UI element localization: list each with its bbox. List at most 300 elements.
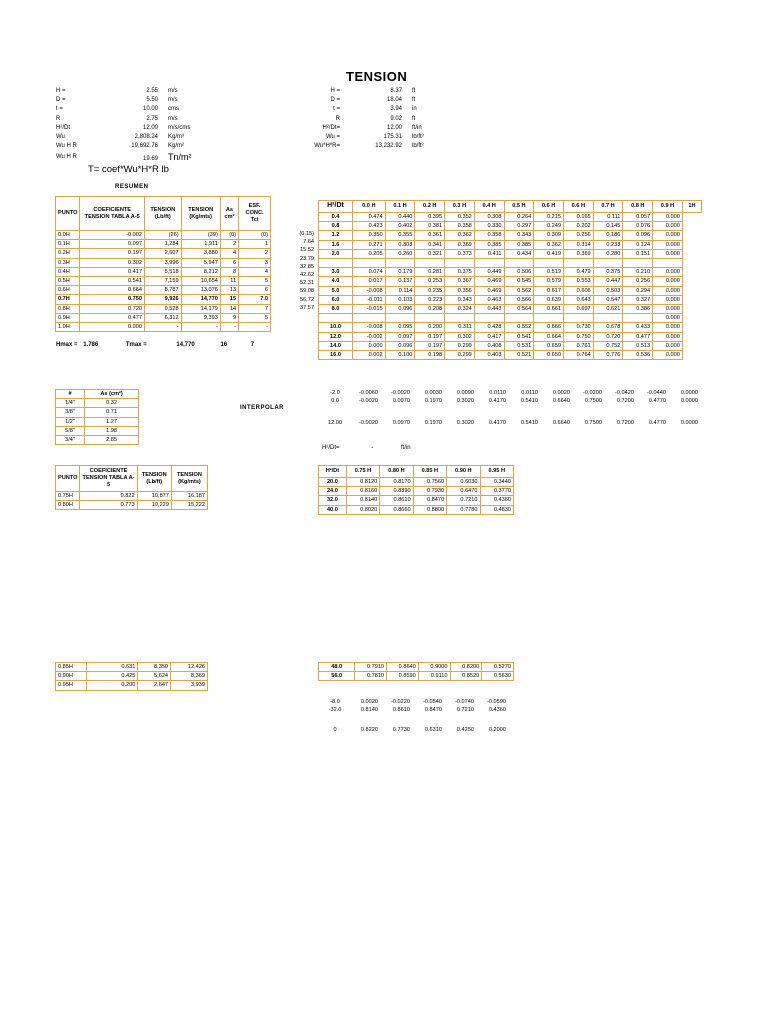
table-cell: 0.362 [445,231,475,240]
table-cell: 1.6 [319,240,353,249]
table-cell [445,314,475,323]
table-cell: 0.7200 [616,398,634,405]
table-cell: 0.553 [563,277,593,286]
table-cell: 0.9H [56,313,80,322]
table-row [56,240,271,249]
table-cell: 0.3H [56,258,80,267]
table-cell: - [181,323,220,332]
table-cell: 0.434 [504,249,534,258]
table-cell: 0.095 [385,323,415,332]
param-label: t = [333,106,340,113]
table-row [56,295,271,304]
param-label: H = [56,88,66,94]
param-unit: Kg/m² [168,143,185,150]
table-cell: 0.000 [653,305,683,314]
table-cell: 0.4360 [480,496,513,505]
table-cell [352,314,385,323]
table-cell: 0.4 [319,213,353,222]
table-cell: 0.375 [445,268,475,277]
table-cell: 0.314 [563,240,593,249]
table-cell: -0.0060 [359,390,378,396]
table-cell: 4 [239,267,271,276]
table-row [288,296,316,304]
table-cell: 0.000 [653,314,683,323]
table-cell: 3,996 [144,258,181,267]
table-row [56,426,139,435]
table-cell: 14.0 [319,341,353,350]
table-cell: 0.479 [563,268,593,277]
table-cell: 0.5410 [520,420,538,427]
table-cell [322,714,348,726]
table-cell [593,259,623,268]
page-title: TENSION [346,69,408,84]
table-cell: 0.4250 [456,727,474,734]
hdt-value: - [371,445,374,451]
table-row [56,681,208,690]
table-cell: 9,393 [181,313,220,322]
table-cell: 0.440 [385,213,415,222]
resumen-table [55,196,271,332]
table-cell: 0.764 [563,351,593,360]
table-row [56,231,271,240]
table-cell: 20.0 [319,478,347,487]
table-cell: 0.661 [534,305,564,314]
table-cell: 0.343 [445,295,475,304]
table-cell: 40.0 [319,505,347,514]
table-cell: 0.321 [415,249,445,258]
table-cell: 0.621 [593,305,623,314]
table-row [56,399,139,408]
table-cell: 6.0 [319,295,353,304]
interp-table [322,389,700,427]
table-cell: 0.449 [474,268,504,277]
table-cell: 11 [220,277,238,286]
table-cell: 0.311 [445,323,475,332]
table-cell: 0.124 [623,240,653,249]
table-cell: 0.249 [534,222,564,231]
table-cell: 0.145 [593,222,623,231]
param-unit: lb/ft³ [412,134,424,141]
table-cell: 0.000 [653,286,683,295]
table-cell: 0.606 [563,286,593,295]
table-row [319,496,514,505]
table-cell: 5,947 [181,258,220,267]
table-cell: 0.200 [415,323,445,332]
table-cell: 0.373 [445,249,475,258]
table-cell: 0.95H [56,681,87,690]
table-row [322,405,700,427]
table-cell: -0.008 [352,286,385,295]
table-cell: (26) [144,231,181,240]
table-cell [623,314,653,323]
table-cell: -0.015 [352,305,385,314]
param-unit: ft [412,115,416,122]
table-cell: 2.85 [85,436,139,445]
table-cell: 0.000 [653,332,683,341]
hdt-unit: ft/in [400,445,411,451]
param-row [300,96,424,105]
param-unit: ft [412,97,416,104]
table-cell: 0.6H [56,286,80,295]
table-cell: 3/4" [56,436,85,445]
table-row [56,492,208,501]
table-cell: 0.0H [56,231,80,240]
table-cell: 0.341 [415,240,445,249]
table-cell: 0.8610 [392,707,410,714]
table-cell: 13,076 [181,286,220,295]
table-row [319,249,702,258]
table-row [288,279,316,287]
interp2-table [322,698,508,735]
table-cell [415,314,445,323]
table-row [56,313,271,322]
param-value: 2.75 [146,115,158,122]
table-cell: 0.9000 [418,663,450,672]
table-cell [412,714,444,726]
table-cell: 0.0000 [680,398,698,405]
table-cell: 0.2H [56,249,80,258]
table-cell: 6 [239,286,271,295]
table-cell: 0.579 [534,277,564,286]
table-cell: 0.198 [415,351,445,360]
table-cell: 0.4360 [488,707,506,714]
table-cell: 0.5410 [520,398,538,405]
table-cell: 0.0000 [680,420,698,427]
column-header: 0.6 H [563,201,593,213]
side-value: 52.31 [300,280,314,287]
param-label: H²/Dt [56,124,70,131]
table-cell [563,259,593,268]
table-cell: 0.617 [534,286,564,295]
table-cell: 0.3770 [480,487,513,496]
param-value: 2.55 [146,88,158,94]
table-cell: 16,187 [171,492,207,501]
table-cell: 0.302 [80,258,145,267]
table-cell [504,259,534,268]
table-cell: 0.1H [56,240,80,249]
table-cell: 0.474 [352,213,385,222]
side-value: 32.85 [300,263,314,270]
table-cell: 0.750 [563,332,593,341]
table-cell: 14 [220,304,238,313]
table-cell: 0.100 [385,351,415,360]
table-cell: 0.0110 [489,390,506,396]
table-cell [380,714,412,726]
table-cell: 7 [239,304,271,313]
table-cell [593,314,623,323]
table-row [288,287,316,295]
table-cell: 0.6030 [447,478,480,487]
column-header: 0.85 H [413,466,446,478]
hmax-c1: 16 [220,342,228,348]
table-cell: 0.411 [474,249,504,258]
param-unit: Kg/m³ [168,134,185,141]
table-cell: 0.8640 [387,663,419,672]
hmax-value: 1.786 [83,342,99,348]
table-cell: 0.200 [86,681,138,690]
table-row [319,332,702,341]
column-header: PUNTO [56,197,80,231]
side-value: 59.08 [300,288,314,295]
param-row [300,115,424,124]
table-row [56,267,271,276]
table-cell: 0.165 [563,213,593,222]
param-unit: m/s [168,97,178,104]
table-cell: 0.71 [85,408,139,417]
table-cell: 0.308 [474,213,504,222]
table-cell: 0.186 [593,231,623,240]
table-cell: 0.417 [80,267,145,276]
param-label: Wu*H*R= [314,143,340,150]
table-cell: -0.002 [352,332,385,341]
table-cell: 15,222 [171,501,207,510]
table-row [56,408,139,417]
hmax-row [56,342,254,348]
table-row [56,249,271,258]
table-cell [563,314,593,323]
table-cell: 0.720 [80,304,145,313]
table-cell: 0.096 [385,305,415,314]
param-label: Wu H R [56,143,77,150]
column-header: H²/Dt [319,466,347,478]
param-row [300,87,424,96]
table-cell: 12,426 [171,663,208,672]
table-cell: 12.0 [319,332,353,341]
table-cell: 13 [220,286,238,295]
table-cell: 0.5270 [482,663,514,672]
coef-table [318,200,702,360]
table-row [319,231,702,240]
param-value: 10.00 [142,106,158,113]
param-row [56,124,192,133]
table-cell: 0.403 [474,351,504,360]
table-cell: 0.260 [385,249,415,258]
table-cell: 5 [239,277,271,286]
table-cell: 0.545 [504,277,534,286]
param-label: D = [56,97,66,104]
table-row [56,258,271,267]
table-cell: 0.6470 [447,487,480,496]
table-cell: 0.428 [474,323,504,332]
table-cell: 0.417 [474,332,504,341]
table-cell: 0.179 [385,268,415,277]
table-cell: 2 [220,240,238,249]
table-cell: 0.773 [80,501,137,510]
table-cell: 0.205 [352,249,385,258]
side-value: 37.57 [300,304,314,311]
table-cell: 8.0 [319,305,353,314]
table-cell: 0.521 [504,351,534,360]
table-cell: - [239,323,271,332]
column-header: 0.95 H [480,466,513,478]
table-cell: 0.433 [623,323,653,332]
table-cell: 0.097 [80,240,145,249]
param-unit: ft/in [412,124,422,131]
table-cell: 0.8200 [450,663,482,672]
table-cell: 0.531 [504,341,534,350]
table-cell: 16.0 [319,351,353,360]
table-cell: 0.5630 [482,672,514,681]
table-cell: 8,787 [144,286,181,295]
param-value: 13,232.92 [375,143,402,150]
table-row [319,505,514,514]
table-cell: 0.4770 [648,420,666,427]
table-cell: 1.2 [319,231,353,240]
param-row [56,96,192,105]
table-cell: 0.8590 [387,672,419,681]
table-cell: 5,624 [138,672,171,681]
table-cell: 0.4830 [480,505,513,514]
table-cell [534,259,564,268]
column-header: As (cm²) [85,390,139,399]
table-row [288,246,316,254]
table-cell: 14,770 [181,295,220,304]
param-unit: m/s/cms [168,124,191,131]
table-cell: 0.358 [474,231,504,240]
table-cell: 0.419 [534,249,564,258]
table-cell: 0.309 [534,231,564,240]
table-cell [504,314,534,323]
table-cell: 0.151 [623,249,653,258]
table-cell [319,314,353,323]
column-header: # [56,390,85,399]
table-cell: 0.425 [86,672,138,681]
table-cell: 0.8120 [346,478,379,487]
param-label: R [56,115,61,122]
table-cell: 0.002 [352,351,385,360]
table-cell: 0.253 [415,277,445,286]
side-value: 42.62 [300,272,314,279]
column-header: 0.1 H [385,201,415,213]
table-row [319,213,702,222]
punto2-table [55,465,208,510]
table-cell: 0.256 [563,231,593,240]
table-row [322,397,700,405]
table-cell: 0.294 [623,286,653,295]
table-cell: 0.350 [352,231,385,240]
table-cell: 0.111 [593,213,623,222]
table-cell: 5 [239,313,271,322]
table-row [319,277,702,286]
table-row [288,304,316,312]
table-cell: 1.98 [85,426,139,435]
table-cell: 0.664 [80,286,145,295]
table-cell: 1 [239,240,271,249]
table-cell: 0.000 [653,295,683,304]
table-row [56,286,271,295]
table-cell: 0.000 [653,213,683,222]
table-cell: -0.0590 [487,699,506,705]
table-cell: -0.0220 [391,699,410,705]
table-cell [385,314,415,323]
as-table [55,389,139,445]
table-cell: 0.408 [474,341,504,350]
table-cell: 0.208 [415,305,445,314]
table-cell: 56.0 [319,672,355,681]
table-cell: 0.75H [56,492,80,501]
table-cell: (0) [220,231,238,240]
table-row [56,663,208,672]
table-cell: 0.0090 [456,390,474,396]
params-right [300,87,424,151]
table-cell: 1/2" [56,417,85,426]
column-header: COEFICIENTE TENSION TABLA A-5 [80,197,145,231]
side-value: 23.79 [300,255,314,262]
table-cell: 0.197 [80,249,145,258]
table-cell: 0.8520 [450,672,482,681]
table-cell: 0.822 [80,492,137,501]
table-cell: 48.0 [319,663,355,672]
table-cell: (0) [239,231,271,240]
table-cell: 0.000 [653,323,683,332]
table-cell: 0.90H [56,672,87,681]
table-cell: 10,229 [137,501,171,510]
column-header: 0.9 H [653,201,683,213]
column-header: 0.6 H [534,201,564,213]
table-cell: 0.477 [623,332,653,341]
table-cell: 0.8140 [346,496,379,505]
param-row [300,124,424,133]
table-cell: 0.7810 [355,672,387,681]
table-cell [476,714,508,726]
column-header: 0.0 H [352,201,385,213]
table-cell: 0.395 [415,213,445,222]
table-row [319,487,514,496]
tmax-value: 14,770 [176,342,195,348]
table-cell: 0.215 [534,213,564,222]
table-cell [474,314,504,323]
table-cell: 0.631 [86,663,138,672]
table-cell: 3.0 [319,268,353,277]
table-cell [474,259,504,268]
table-cell: 0.8800 [413,505,446,514]
table-cell: 0.402 [385,222,415,231]
table-cell: 0.327 [623,295,653,304]
param-row [300,105,424,114]
table-row [288,238,316,246]
table-cell: 0.057 [623,213,653,222]
table-cell: 0.343 [504,231,534,240]
table-cell: 0.000 [80,323,145,332]
param-row [56,133,192,142]
hmax-c2: 7 [250,342,255,348]
table-cell: 0.000 [352,341,385,350]
table-cell: 0.385 [504,240,534,249]
table-cell: 0.447 [593,277,623,286]
param-value: 18.04 [386,97,402,104]
table-cell: 0.114 [385,286,415,295]
param-row [56,142,192,151]
params-left [56,87,192,165]
table-cell: 0.8470 [413,496,446,505]
table-cell: 0.7200 [616,420,634,427]
table-cell: 0.355 [385,231,415,240]
table-cell: 0.280 [593,249,623,258]
table-row [322,389,700,397]
table-cell: 0.7210 [447,496,480,505]
param-row [56,87,192,96]
table-cell: 0.381 [415,222,445,231]
table-row [288,255,316,263]
table-cell [385,259,415,268]
table-cell: 0.233 [593,240,623,249]
table-cell: 6 [220,258,238,267]
table-cell: 0.423 [352,222,385,231]
table-cell [319,259,353,268]
table-cell: 2,607 [144,249,181,258]
column-header: TENSION (Lb/ft) [144,197,181,231]
table-cell: 0.503 [593,286,623,295]
